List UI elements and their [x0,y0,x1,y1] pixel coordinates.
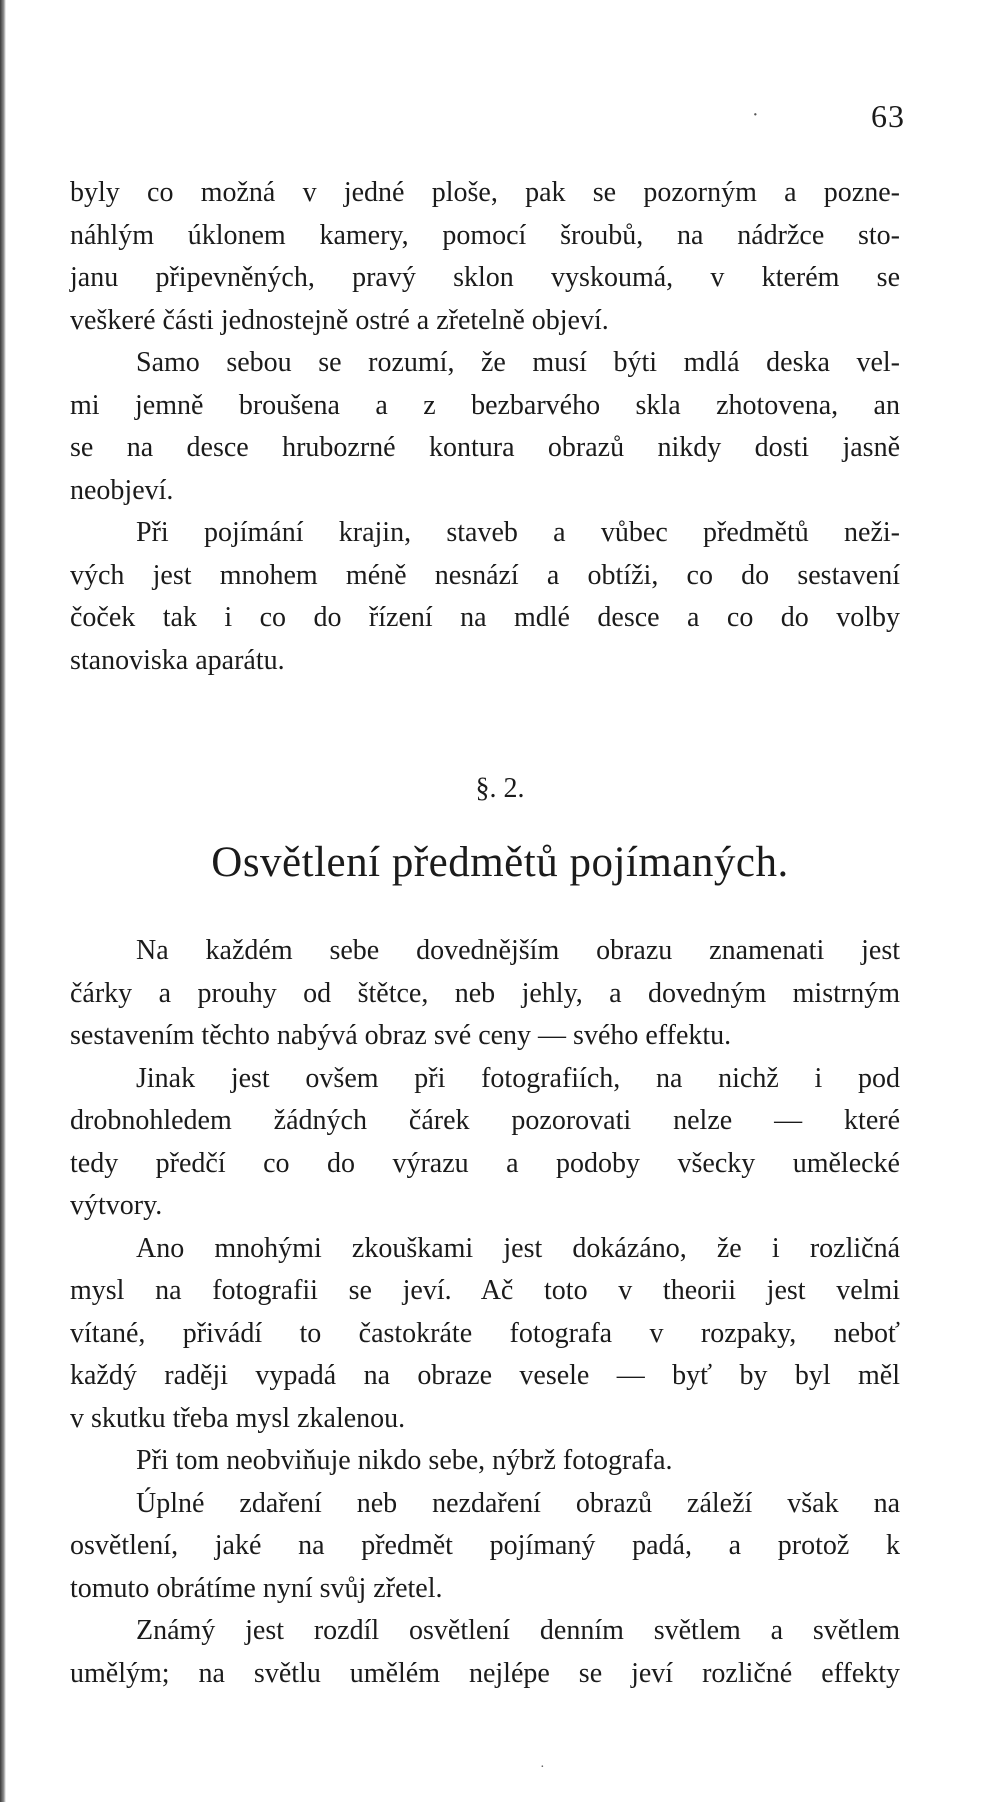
text-line: Úplné zdaření neb nezdaření obrazů záleží však na [136,1487,900,1519]
text-line: Při tom neobviňuje nikdo sebe, nýbrž fotografa. [136,1445,673,1476]
text-line: vítané, přivádí to častokráte fotografa v rozpaky, neboť [70,1317,900,1349]
text-line: Známý jest rozdíl osvětlení denním světlem a světlem [136,1615,900,1646]
text-line: Ano mnohými zkouškami jest dokázáno, že i rozličná [136,1232,900,1264]
section-number: §. 2. [475,773,525,804]
text-line: mysl na fotografii se jeví. Ač toto v theorii jest velmi [70,1275,900,1306]
text-line: osvětlení, jaké na předmět pojímaný padá, a protož k [70,1530,900,1561]
text-line: drobnohledem žádných čárek pozorovati nelze — které [70,1105,900,1136]
text-line: veškeré části jednostejně ostré a zřetelně objeví. [70,304,609,336]
text-line: Při pojímání krajin, staveb a vůbec předmětů neži- [136,517,900,548]
text-line: Samo sebou se rozumí, že musí býti mdlá deska vel- [136,347,900,378]
text-line: Na každém sebe dovednějším obrazu znamenati jest [136,935,900,966]
top-paragraphs [70,172,900,682]
page-binding-edge [0,0,6,1802]
text-line: čoček tak i co do řízení na mdlé desce a co do volby [70,602,900,633]
text-line: výtvory. [70,1190,163,1221]
page-number: 63 [871,98,905,134]
text-line: čárky a prouhy od štětce, neb jehly, a dovedným mistrným [70,977,900,1009]
text-line: janu připevněných, pravý sklon vyskoumá, v kterém se [70,262,900,293]
text-line: Jinak jest ovšem při fotografiích, na nichž i pod [136,1062,900,1094]
text-line: se na desce hrubozrné kontura obrazů nikdy dosti jasně [70,432,900,463]
text-line: tedy předčí co do výrazu a podoby všecky umělecké [70,1147,900,1179]
text-line: vých jest mnohem méně nesnází a obtíži, co do sestavení [70,559,900,591]
text-line: byly co možná v jedné ploše, pak se pozorným a pozne- [70,177,900,208]
print-speck: · [752,104,759,126]
text-line: každý raději vypadá na obraze vesele — byť by byl měl [70,1360,900,1391]
section-title: Osvětlení předmětů pojímaných. [211,839,789,886]
bottom-paragraphs [70,930,900,1695]
text-line: stanoviska aparátu. [70,644,285,676]
text-line: umělým; na světlu umělém nejlépe se jeví rozličné effekty [70,1657,900,1689]
text-line: tomuto obrátíme nyní svůj zřetel. [70,1572,443,1604]
print-speck: · [540,1760,545,1775]
text-line: neobjeví. [70,474,174,506]
text-line: náhlým úklonem kamery, pomocí šroubů, na nádržce sto- [70,219,900,251]
text-line: v skutku třeba mysl zkalenou. [70,1402,406,1434]
text-line: mi jemně broušena a z bezbarvého skla zhotovena, an [70,389,900,421]
text-line: sestavením těchto nabývá obraz své ceny — svého effektu. [70,1020,732,1051]
